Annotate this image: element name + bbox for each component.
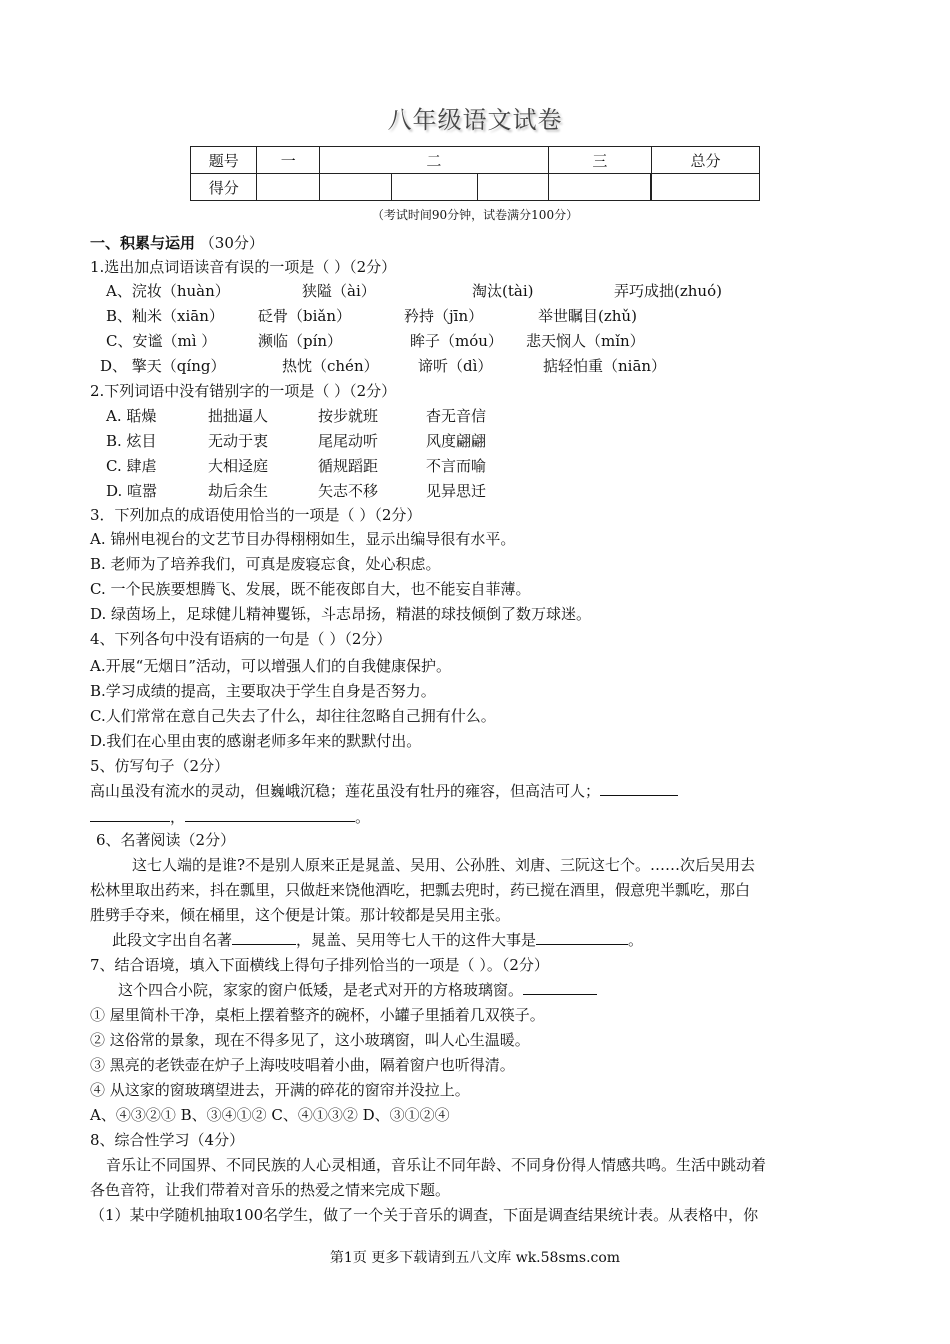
option-cell: 矢志不移: [318, 482, 379, 500]
table-cell: 题号: [191, 147, 257, 174]
option-cell: 弄巧成拙(zhuó): [614, 282, 722, 300]
table-cell: 二: [319, 147, 548, 174]
passage-line: 松林里取出药来，抖在瓢里，只做赶来饶他酒吃，把瓢去兜时，药已搅在酒里，假意兜半瓢吃，那白: [90, 881, 751, 899]
punctuation: ，: [170, 808, 186, 826]
option-cell: B、籼米（xiān）: [106, 307, 224, 325]
question-text: 高山虽没有流水的灵动，但巍峨沉稳；莲花虽没有牡丹的雍容，但高洁可人；: [90, 782, 601, 800]
score-table: [190, 146, 760, 201]
option-line: A. 锦州电视台的文艺节目办得栩栩如生，显示出编导很有水平。: [90, 530, 516, 548]
page-footer: 第1页 更多下载请到五八文库 wk.58sms.com: [329, 1250, 621, 1266]
option-line: C.人们常常在意自己失去了什么，却往往忽略自己拥有什么。: [90, 707, 496, 725]
option-line: B. 老师为了培养我们，可真是废寝忘食，处心积虑。: [90, 555, 441, 573]
option-cell: 循规蹈距: [318, 457, 379, 475]
punctuation: 。: [355, 808, 371, 826]
option-line: D.我们在心里由衷的感谢老师多年来的默默付出。: [90, 732, 422, 750]
option-line: ② 这俗常的景象，现在不得多见了，这小玻璃窗，叫人心生温暖。: [90, 1031, 530, 1049]
option-cell: 拙拙逼人: [208, 407, 269, 425]
exam-note: （考试时间90分钟，试卷满分100分）: [371, 208, 579, 222]
table-cell: 三: [548, 147, 651, 174]
score-field[interactable]: [319, 174, 391, 201]
question-stem: 3．下列加点的成语使用恰当的一项是（ ）（2分）: [90, 506, 422, 524]
table-cell: 得分: [191, 174, 257, 201]
option-cell: 大相迳庭: [208, 457, 269, 475]
question-stem: 2.下列词语中没有错别字的一项是（ ）（2分）: [90, 382, 397, 400]
question-text: [112, 929, 643, 950]
question-stem: 1.选出加点词语读音有误的一项是（ ）（2分）: [90, 258, 397, 276]
option-line: ① 屋里简朴干净，桌柜上摆着整齐的碗杯，小罐子里插着几双筷子。: [90, 1006, 545, 1024]
score-field[interactable]: [257, 174, 320, 201]
option-line: ④ 从这家的窗玻璃望进去，开满的碎花的窗帘并没拉上。: [90, 1081, 470, 1099]
option-cell: A、浣妆（huàn）: [106, 282, 230, 300]
option-cell: 举世瞩目(zhǔ): [538, 307, 637, 325]
choices-line: A、④③②① B、③④①② C、④①③② D、③①②④: [90, 1106, 450, 1124]
section-heading: [90, 232, 264, 253]
table-row: [191, 174, 760, 201]
option-cell: 砭骨（biǎn）: [258, 307, 352, 325]
answer-line: [90, 806, 370, 827]
option-cell: 眸子（móu）: [410, 332, 503, 350]
option-cell: 悲天悯人（mǐn）: [526, 332, 645, 350]
table-row: [191, 147, 760, 174]
passage-line: （1）某中学随机抽取100名学生，做了一个关于音乐的调查，下面是调查结果统计表。从表格中，你: [90, 1206, 759, 1224]
passage-line: 音乐让不同国界、不同民族的人心灵相通，音乐让不同年龄、不同身份得人情感共鸣。生活中跳动着: [106, 1156, 767, 1174]
option-line: ③ 黑亮的老铁壶在炉子上海吱吱唱着小曲，隔着窗户也听得清。: [90, 1056, 515, 1074]
section-label: 一、积累与运用: [90, 234, 196, 252]
option-cell: D、 擎天（qíng）: [100, 357, 226, 375]
section-points: （30分）: [199, 234, 264, 252]
option-line: D. 绿茵场上，足球健儿精神矍铄，斗志昂扬，精湛的球技倾倒了数万球迷。: [90, 605, 592, 623]
option-cell: 见异思迁: [426, 482, 487, 500]
option-cell: 尾尾动听: [318, 432, 379, 450]
option-cell: B. 炫目: [106, 432, 157, 450]
question-stem: 7、结合语境，填入下面横线上得句子排列恰当的一项是（ ）。（2分）: [90, 956, 549, 974]
option-cell: A. 聒燥: [106, 407, 157, 425]
score-field[interactable]: [392, 174, 478, 201]
option-line: A.开展“无烟日”活动，可以增强人们的自我健康保护。: [90, 657, 451, 675]
option-cell: 热忱（chén）: [282, 357, 379, 375]
context-text: 这个四合小院，家家的窗户低矮，是老式对开的方格玻璃窗。: [118, 981, 524, 999]
table-cell: 总分: [651, 147, 759, 174]
passage-line: 各色音符，让我们带着对音乐的热爱之情来完成下题。: [90, 1181, 451, 1199]
table-cell: 一: [257, 147, 320, 174]
option-cell: 淘汰(tài): [472, 282, 534, 300]
option-line: C. 一个民族要想腾飞、发展，既不能夜郎自大，也不能妄自菲薄。: [90, 580, 531, 598]
score-field[interactable]: [478, 174, 548, 201]
question-stem: 5、仿写句子（2分）: [90, 757, 230, 775]
page-title: 八年级语文试卷: [387, 106, 563, 134]
answer-blank[interactable]: [536, 930, 628, 945]
option-cell: 劫后余生: [208, 482, 269, 500]
question-stem: 6、名著阅读（2分）: [96, 831, 236, 849]
option-cell: 掂轻怕重（niān）: [543, 357, 667, 375]
answer-blank[interactable]: [90, 807, 170, 822]
option-cell: 按步就班: [318, 407, 379, 425]
answer-blank[interactable]: [523, 980, 597, 995]
option-cell: 濒临（pín）: [258, 332, 343, 350]
option-cell: 狭隘（ài）: [302, 282, 376, 300]
option-cell: 不言而喻: [426, 457, 487, 475]
option-cell: 风度翩翩: [426, 432, 487, 450]
score-field[interactable]: [548, 174, 650, 201]
question-stem: 4、下列各句中没有语病的一句是（ ）（2分）: [90, 630, 392, 648]
context-line: [118, 979, 597, 1000]
option-cell: C、安谧（mì ）: [106, 332, 217, 350]
passage-line: 这七人端的是谁?不是别人原来正是晁盖、吴用、公孙胜、刘唐、三阮这七个。……次后吴用去: [132, 856, 756, 874]
option-line: B.学习成绩的提高，主要取决于学生自身是否努力。: [90, 682, 436, 700]
question-stem: 8、综合性学习（4分）: [90, 1131, 245, 1149]
question-text: ，晁盖、吴用等七人干的这件大事是: [296, 931, 537, 949]
score-field[interactable]: [651, 174, 759, 201]
answer-blank[interactable]: [185, 807, 355, 822]
option-cell: 无动于衷: [208, 432, 269, 450]
option-cell: 杳无音信: [426, 407, 487, 425]
option-cell: 矜持（jīn）: [404, 307, 484, 325]
answer-blank[interactable]: [232, 930, 296, 945]
question-text: [90, 780, 678, 801]
option-cell: D. 喧嚣: [106, 482, 158, 500]
option-cell: C. 肆虐: [106, 457, 157, 475]
answer-blank[interactable]: [600, 781, 678, 796]
passage-line: 胜劈手夺来，倾在桶里，这个便是计策。那计较都是吴用主张。: [90, 906, 511, 924]
option-cell: 谛听（dì）: [418, 357, 493, 375]
question-text: 此段文字出自名著: [112, 931, 233, 949]
punctuation: 。: [628, 931, 644, 949]
